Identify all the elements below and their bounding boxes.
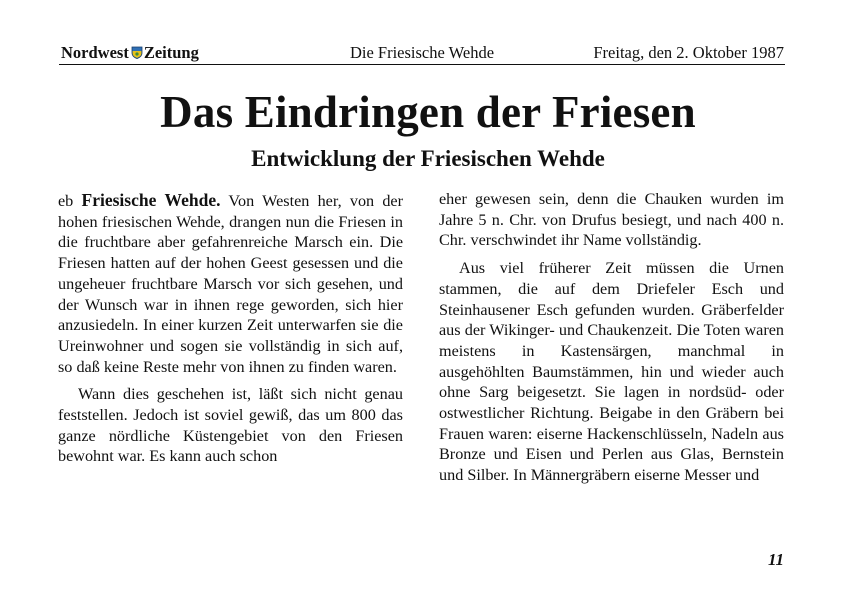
issue-date: Freitag, den 2. Oktober 1987 — [593, 43, 784, 62]
lead-phrase: Friesische Wehde. — [81, 190, 221, 210]
section-name: Die Friesische Wehde — [349, 43, 495, 62]
right-column — [439, 189, 784, 486]
brand-left: Nordwest — [61, 43, 129, 62]
right-paragraph-1: eher gewesen sein, denn die Chauken wurden im Jahre 5 n. Chr. von Drufus besiegt, und nach 400 n. Chr. verschwindet ihr Name vollständig. — [439, 190, 784, 250]
left-paragraph-1-text: Von Westen her, von der hohen friesischen Wehde, drangen nun die Friesen in die fruchtbare aber gefahrenreiche Marsch ein. Die Friesen hatten auf der hohen Geest gesessen und die ungeheuer fruchtbare Marsch vor sich gesehen, und der Wunsch war in ihnen rege geworden, sich hier anzusiedeln. In einer kurzen Zeit unterwarfen sie die Ureinwohner und sogen sie vollständig in sich auf, so daß keine Reste mehr von ihnen zu finden waren. — [58, 192, 404, 376]
right-paragraph-2: Aus viel früherer Zeit müssen die Urnen stammen, die auf dem Driefeler Esch und Steinhausener Esch gefunden wurden. Gräberfelder aus der Wikinger- und Chaukenzeit. Die Toten waren meistens in Kastensärgen, manchmal in ausgehöhlten Baumstämmen, hin und wieder auch ohne Sarg beigesetzt. Sie lagen in nordsüd- oder ostwestlicher Richtung. Beigabe in den Gräbern bei Frauen waren: eiserne Hackenschlüsseln, Nadeln aus Bronze und Eisen und Perlen aus Glas, Bernstein und Silber. In Männergräbern eiserne Messer und — [439, 259, 784, 485]
left-column — [58, 190, 403, 467]
article-subtitle: Entwicklung der Friesischen Wehde — [251, 146, 605, 171]
page-number: 11 — [767, 550, 784, 569]
left-paragraph-2: Wann dies geschehen ist, läßt sich nicht genau feststellen. Jedoch ist soviel gewiß, das um 800 das ganze nördliche Küstengebiet von den Friesen bewohnt war. Es kann auch schon — [58, 385, 403, 466]
brand-right: Zeitung — [143, 43, 199, 62]
article-title: Das Eindringen der Friesen — [160, 87, 696, 137]
masthead — [59, 42, 785, 65]
dateline: eb — [58, 192, 82, 210]
left-paragraph-1 — [58, 190, 403, 377]
